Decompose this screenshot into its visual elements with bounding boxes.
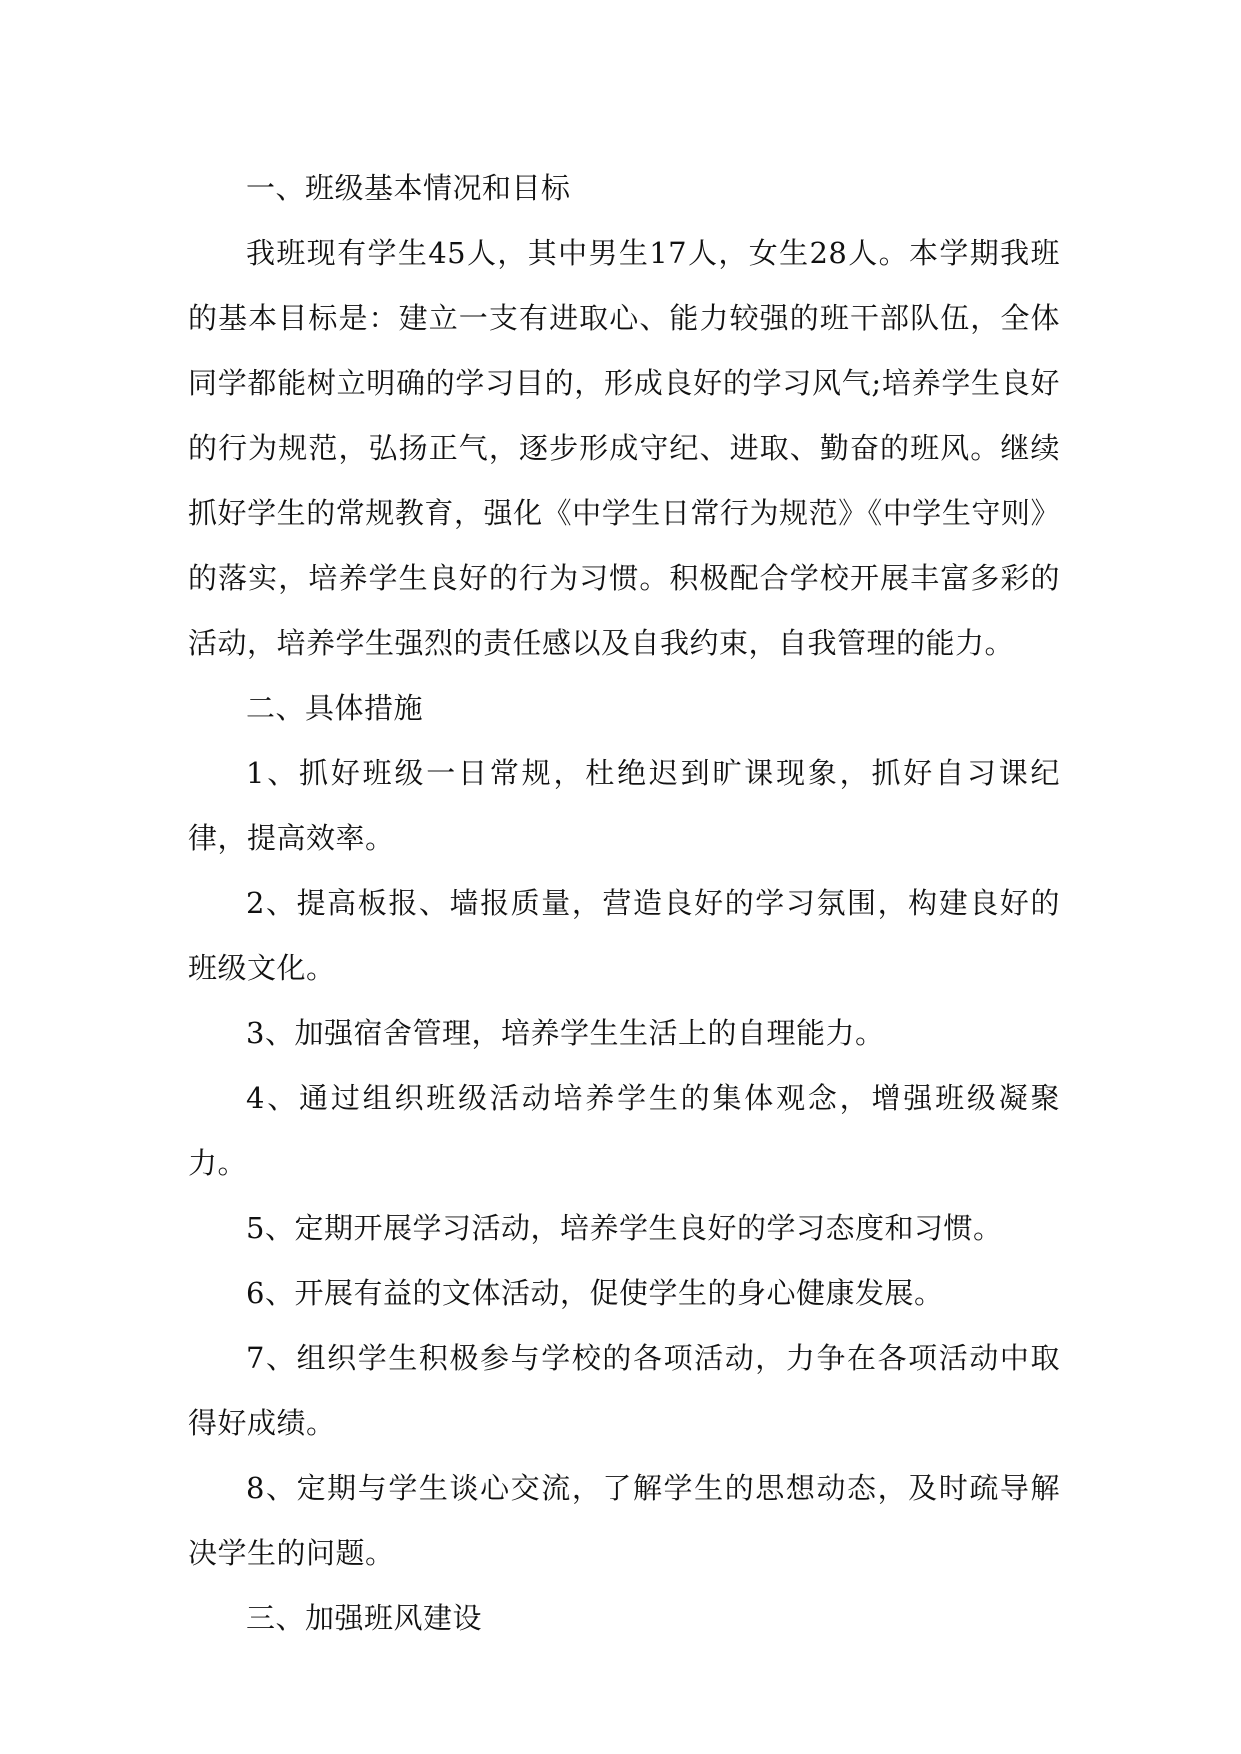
measure-item-1: 1、抓好班级一日常规，杜绝迟到旷课现象，抓好自习课纪律，提高效率。: [188, 756, 1060, 855]
measure-item-8: 8、定期与学生谈心交流，了解学生的思想动态，及时疏导解决学生的问题。: [188, 1471, 1060, 1570]
measure-item-7: 7、组织学生积极参与学校的各项活动，力争在各项活动中取得好成绩。: [188, 1341, 1060, 1440]
section-heading-1: 一、班级基本情况和目标: [246, 171, 571, 205]
measure-item-6: 6、开展有益的文体活动，促使学生的身心健康发展。: [246, 1276, 944, 1310]
measure-item-4: 4、通过组织班级活动培养学生的集体观念，增强班级凝聚力。: [188, 1081, 1060, 1180]
document-body: [188, 156, 1060, 1651]
measure-item-3: 3、加强宿舍管理，培养学生生活上的自理能力。: [246, 1016, 885, 1050]
section-heading-3: 三、加强班风建设: [246, 1601, 483, 1635]
measure-item-5: 5、定期开展学习活动，培养学生良好的学习态度和习惯。: [246, 1211, 1003, 1245]
section-heading-2: 二、具体措施: [246, 691, 424, 725]
class-situation-paragraph: 我班现有学生45人，其中男生17人，女生28人。本学期我班的基本目标是：建立一支有进取心、能力较强的班干部队伍，全体同学都能树立明确的学习目的，形成良好的学习风气;培养学生良好的行为规范，弘扬正气，逐步形成守纪、进取、勤奋的班风。继续抓好学生的常规教育，强化《中学生日常行为规范》《中学生守则》的落实，培养学生良好的行为习惯。积极配合学校开展丰富多彩的活动，培养学生强烈的责任感以及自我约束，自我管理的能力。: [188, 236, 1060, 660]
measure-item-2: 2、提高板报、墙报质量，营造良好的学习氛围，构建良好的班级文化。: [188, 886, 1060, 985]
